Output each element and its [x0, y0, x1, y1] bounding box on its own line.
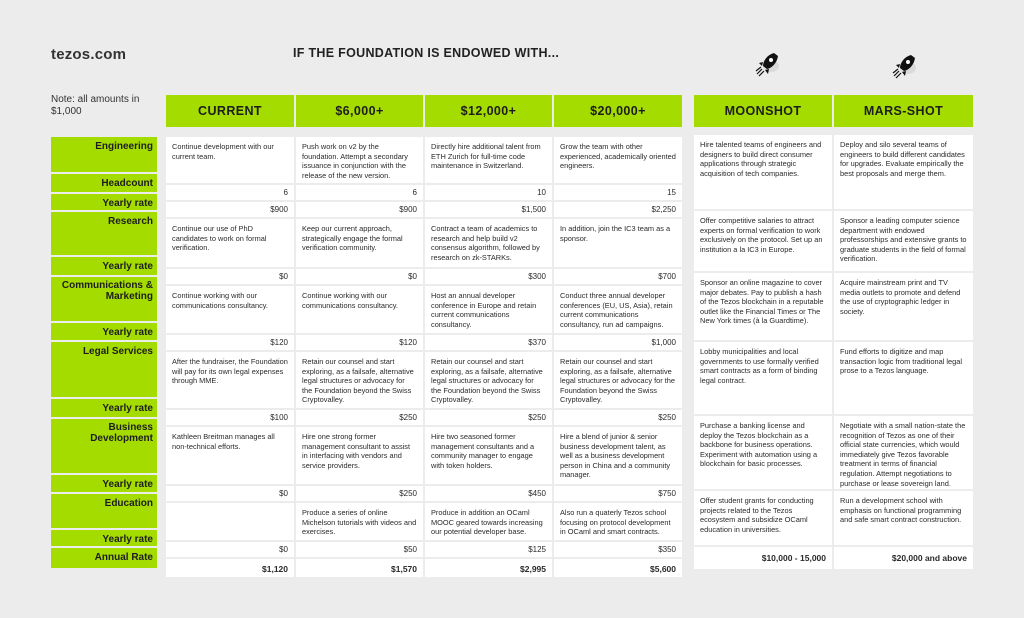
row-label-engineering-yearly-rate: Yearly rate: [51, 194, 157, 210]
tier-6000-legal-rate: $250: [296, 410, 423, 425]
column-header-moonshot: MOONSHOT: [694, 95, 832, 127]
tier-20000-education-rate: $350: [554, 542, 682, 557]
tier-12000-annual-rate: $2,995: [425, 559, 552, 577]
row-label-communications: Communications & Marketing: [51, 277, 157, 321]
tier-6000-communications: Continue working with our communications consultancy.: [296, 286, 423, 333]
tier-12000-research: Contract a team of academics to research and help build v2 consensus algorithm, followed by research on zk-STARKs.: [425, 219, 552, 267]
current-communications: Continue working with our communications consultancy.: [166, 286, 294, 333]
moonshot-education: Offer student grants for conducting projects related to the Tezos ecosystem and subsidize OCaml education in universities.: [694, 491, 832, 545]
current-education: [166, 503, 294, 540]
tier-12000-research-rate: $300: [425, 269, 552, 284]
column-header-current: CURRENT: [166, 95, 294, 127]
current-bizdev: Kathleen Breitman manages all non-technical efforts.: [166, 427, 294, 484]
moonshot-research: Offer competitive salaries to attract experts on formal verification to work exclusively on the protocol. Set up an institution a la IC3 in Europe.: [694, 211, 832, 271]
mars-shot-research: Sponsor a leading computer science department with endowed professorships and extensive grants to graduate students in the field of formal verification.: [834, 211, 973, 271]
tier-20000-bizdev-rate: $750: [554, 486, 682, 501]
tier-20000-research-rate: $700: [554, 269, 682, 284]
tier-20000-research: In addition, join the IC3 team as a sponsor.: [554, 219, 682, 267]
row-label-education: Education: [51, 494, 157, 528]
moonshot-legal: Lobby municipalities and local governments to use formally verified smart contracts as a form of binding legal contract.: [694, 342, 832, 414]
tier-12000-education-rate: $125: [425, 542, 552, 557]
tier-6000-engineering-rate: $900: [296, 202, 423, 217]
current-engineering-rate: $900: [166, 202, 294, 217]
tier-6000-engineering: Push work on v2 by the foundation. Attempt a secondary issuance in conjunction with the release of the new version.: [296, 137, 423, 183]
tier-20000-legal: Retain our counsel and start exploring, as a failsafe, alternative legal structures or advocacy for the Foundation beyond the Swiss Cryptovalley.: [554, 352, 682, 408]
moonshot-bizdev: Purchase a banking license and deploy the Tezos blockchain as a backbone for business operations. Experiment with automation using a blockchain for basic processes.: [694, 416, 832, 489]
tier-20000-annual-rate: $5,600: [554, 559, 682, 577]
tier-12000-education: Produce in addition an OCaml MOOC geared towards increasing our potential developer base.: [425, 503, 552, 540]
tier-12000-bizdev-rate: $450: [425, 486, 552, 501]
tier-12000-legal: Retain our counsel and start exploring, as a failsafe, alternative legal structures or advocacy for the Foundation beyond the Swiss Cryptovalley.: [425, 352, 552, 408]
mars-shot-legal: Fund efforts to digitize and map transaction logic from traditional legal prose to a Tezos language.: [834, 342, 973, 414]
tier-20000-engineering: Grow the team with other experienced, academically oriented engineers.: [554, 137, 682, 183]
tier-20000-education: Also run a quaterly Tezos school focusing on protocol development in OCaml and smart contracts.: [554, 503, 682, 540]
current-research-rate: $0: [166, 269, 294, 284]
row-label-education-yearly-rate: Yearly rate: [51, 530, 157, 546]
tier-20000-engineering-rate: $2,250: [554, 202, 682, 217]
tier-6000-legal: Retain our counsel and start exploring, as a failsafe, alternative legal structures or advocacy for the Foundation beyond the Swiss Cryptovalley.: [296, 352, 423, 408]
tier-12000-bizdev: Hire two seasoned former management consultants and a community manager to engage with token holders.: [425, 427, 552, 484]
column-header-20000: $20,000+: [554, 95, 682, 127]
mars-shot-engineering: Deploy and silo several teams of engineers to build different candidates for upgrades. Evaluate empirically the best proposals and merge them.: [834, 135, 973, 209]
tier-20000-bizdev: Hire a blend of junior & senior business development talent, as well as a business development person in China and a community manager.: [554, 427, 682, 484]
current-headcount: 6: [166, 185, 294, 200]
mars-shot-bizdev: Negotiate with a small nation-state the recognition of Tezos as one of their official state currencies, which would immediately give Tezos favorable treatment in terms of financial regulation. Attempt negotiations to purchase or lease sovereign land.: [834, 416, 973, 489]
row-label-engineering: Engineering: [51, 137, 157, 172]
tier-6000-bizdev-rate: $250: [296, 486, 423, 501]
column-header-mars-shot: MARS-SHOT: [834, 95, 973, 127]
tier-6000-headcount: 6: [296, 185, 423, 200]
current-education-rate: $0: [166, 542, 294, 557]
tier-6000-research: Keep our current approach, strategically engage the formal verification community.: [296, 219, 423, 267]
current-research: Continue our use of PhD candidates to work on formal verification.: [166, 219, 294, 267]
tier-20000-legal-rate: $250: [554, 410, 682, 425]
tier-20000-communications: Conduct three annual developer conferences (EU, US, Asia), retain current communications consultancy, run ad campaigns.: [554, 286, 682, 333]
tier-12000-communications-rate: $370: [425, 335, 552, 350]
rocket-icon: [889, 52, 919, 82]
tier-12000-engineering-rate: $1,500: [425, 202, 552, 217]
rocket-icon: [752, 50, 782, 80]
row-label-headcount: Headcount: [51, 174, 157, 192]
current-engineering: Continue development with our current team.: [166, 137, 294, 183]
amounts-note: Note: all amounts in $1,000: [51, 94, 140, 117]
tier-6000-research-rate: $0: [296, 269, 423, 284]
tier-6000-annual-rate: $1,570: [296, 559, 423, 577]
row-label-legal-yearly-rate: Yearly rate: [51, 399, 157, 417]
current-annual-rate: $1,120: [166, 559, 294, 577]
tier-6000-education-rate: $50: [296, 542, 423, 557]
current-communications-rate: $120: [166, 335, 294, 350]
tier-12000-engineering: Directly hire additional talent from ETH Zurich for full-time code maintenance in Switzerland.: [425, 137, 552, 183]
row-label-research-yearly-rate: Yearly rate: [51, 257, 157, 275]
tier-6000-communications-rate: $120: [296, 335, 423, 350]
row-label-research: Research: [51, 212, 157, 255]
row-label-bizdev-yearly-rate: Yearly rate: [51, 475, 157, 492]
moonshot-engineering: Hire talented teams of engineers and designers to build direct consumer applications through strategic acquisition of tech companies.: [694, 135, 832, 209]
current-bizdev-rate: $0: [166, 486, 294, 501]
row-label-communications-yearly-rate: Yearly rate: [51, 323, 157, 340]
row-label-business-development: Business Development: [51, 419, 157, 473]
tier-12000-communications: Host an annual developer conference in Europe and retain current communications consultancy.: [425, 286, 552, 333]
tier-6000-education: Produce a series of online Michelson tutorials with videos and exercises.: [296, 503, 423, 540]
mars-shot-communications: Acquire mainstream print and TV media outlets to promote and defend the use of cryptographic ledger in society.: [834, 273, 973, 340]
column-header-6000: $6,000+: [296, 95, 423, 127]
tier-20000-communications-rate: $1,000: [554, 335, 682, 350]
mars-shot-annual-rate: $20,000 and above: [834, 547, 973, 569]
tier-6000-bizdev: Hire one strong former management consultant to assist in interfacing with vendors and service providers.: [296, 427, 423, 484]
tier-20000-headcount: 15: [554, 185, 682, 200]
row-label-annual-rate: Annual Rate: [51, 548, 157, 568]
column-header-12000: $12,000+: [425, 95, 552, 127]
brand-logo-text[interactable]: tezos.com: [51, 46, 127, 63]
moonshot-annual-rate: $10,000 - 15,000: [694, 547, 832, 569]
tier-12000-legal-rate: $250: [425, 410, 552, 425]
current-legal: After the fundraiser, the Foundation will pay for its own legal expenses through MME.: [166, 352, 294, 408]
moonshot-communications: Sponsor an online magazine to cover major debates. Pay to publish a hash of the Tezos blockchain in a reputable outlet like the Financial Times or The New York times (à la Guardtime).: [694, 273, 832, 340]
current-legal-rate: $100: [166, 410, 294, 425]
page-headline: IF THE FOUNDATION IS ENDOWED WITH...: [293, 46, 560, 60]
mars-shot-education: Run a development school with emphasis on functional programming and safe smart contract construction.: [834, 491, 973, 545]
tier-12000-headcount: 10: [425, 185, 552, 200]
row-label-legal: Legal Services: [51, 342, 157, 397]
